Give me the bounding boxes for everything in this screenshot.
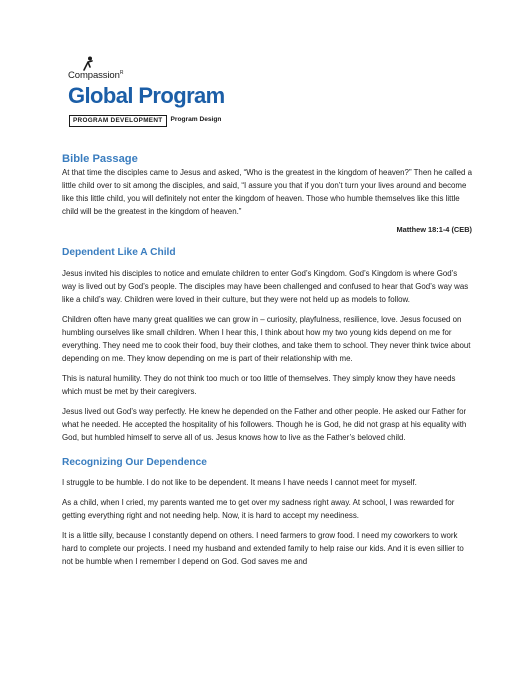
registered-mark: R bbox=[119, 70, 124, 76]
program-title: Global Program bbox=[68, 83, 225, 108]
scripture-reference: Matthew 18:1-4 (CEB) bbox=[396, 225, 472, 234]
body-paragraph: Jesus invited his disciples to notice and emulate children to enter God’s Kingdom. God’s Kingdom is where God’s way is lived out by God’s people. The disciples may have been challenged and confused to hear that God’s way was like a child’s way. Children were loved in their culture, but they were not held up as models to follow. bbox=[62, 269, 469, 304]
body-paragraph: This is natural humility. They do not think too much or too little of themselves. They simply know they have needs which must be met by their caregivers. bbox=[62, 374, 456, 396]
program-tag-row bbox=[69, 115, 221, 127]
brand-name: Compassion$^R$ bbox=[68, 70, 124, 82]
body-paragraph: It is a little silly, because I constantly depend on others. I need farmers to grow food. I need my coworkers to work hard to complete our projects. I need my husband and extended family to help raise our kids. And it is even sillier to not be humble when I remember I depend on God. God saves me and bbox=[62, 531, 464, 566]
body-paragraph: As a child, when I cried, my parents wanted me to get over my sadness right away. At school, I was rewarded for getting everything right and not needing help. Now, it is hard to accept my neediness. bbox=[62, 498, 455, 520]
section-heading: Dependent Like A Child bbox=[62, 247, 176, 258]
program-design-label: Program Design bbox=[170, 116, 222, 123]
section-heading: Bible Passage bbox=[62, 153, 138, 165]
section-dependent-like-a-child bbox=[62, 246, 472, 444]
scripture-paragraph: At that time the disciples came to Jesus and asked, “Who is the greatest in the kingdom of heaven?” Then he called a little child over to sit among the disciples, and said, “I assure you that if you don’t turn your lives around and become like this little child, you will definitely not enter the kingdom of heaven. Those who humble themselves like this little child will be the greatest in the kingdom of heaven.” bbox=[62, 168, 472, 216]
section-recognizing-our-dependence bbox=[62, 456, 472, 568]
section-heading: Recognizing Our Dependence bbox=[62, 457, 207, 468]
body-paragraph: I struggle to be humble. I do not like to be dependent. It means I have needs I cannot meet for myself. bbox=[62, 478, 417, 487]
program-development-tag: PROGRAM DEVELOPMENT bbox=[69, 115, 167, 127]
document-body bbox=[62, 152, 472, 568]
body-paragraph: Jesus lived out God’s way perfectly. He knew he depended on the Father and other people. He asked our Father for what he needed. He accepted the hospitality of his followers. Though he is God, he did not grasp at his equality with God, but humbled himself to serve all of us. Jesus knows how to live as the Father’s beloved child. bbox=[62, 407, 467, 442]
body-paragraph: Children often have many great qualities we can grow in – curiosity, playfulness, resilience, love. Jesus focused on humbling ourselves like small children. When I hear this, I think about how my two young kids depend on me for everything. They need me to cook their food, buy their clothes, and take them to school. They never think twice about depending on me. They know depending on me is part of their relationship with me. bbox=[62, 315, 471, 363]
section-bible-passage bbox=[62, 152, 472, 236]
